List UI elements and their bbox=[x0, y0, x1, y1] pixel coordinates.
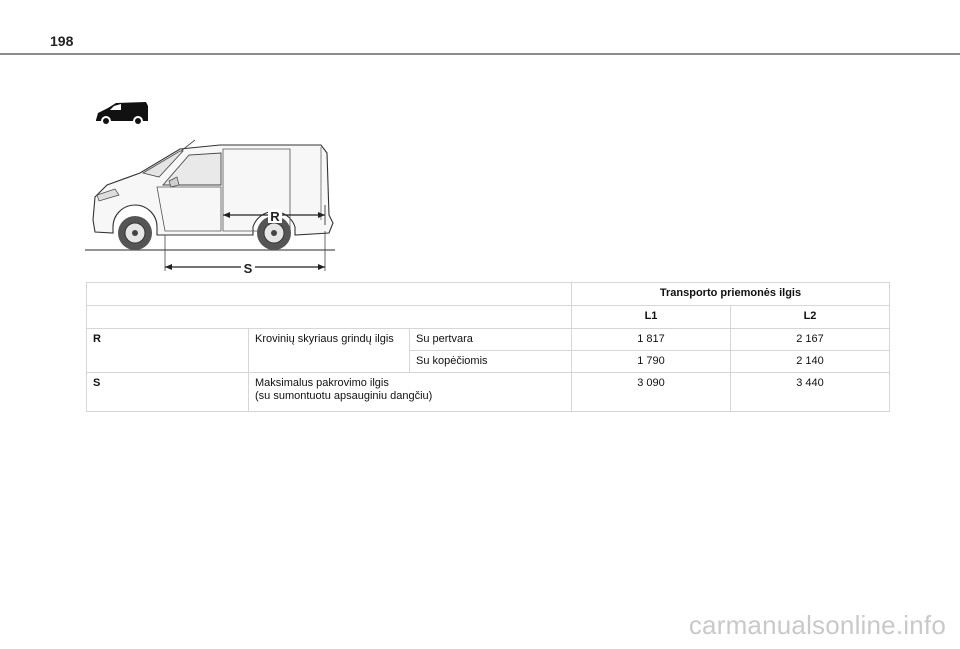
column-header-l2: L2 bbox=[730, 306, 889, 329]
variant-label: Su pertvara bbox=[410, 329, 572, 351]
value-l2: 2 140 bbox=[730, 351, 889, 373]
dimension-s-label: S bbox=[243, 261, 253, 275]
header-divider bbox=[0, 53, 960, 55]
table-header-title: Transporto priemonės ilgis bbox=[572, 283, 890, 306]
value-l1: 1 790 bbox=[572, 351, 731, 373]
vehicle-length-table bbox=[86, 282, 890, 412]
table-row bbox=[87, 329, 890, 351]
row-key-s: S bbox=[87, 373, 249, 412]
row-key-r: R bbox=[87, 329, 249, 373]
page-number: 198 bbox=[50, 33, 74, 49]
value-l2: 2 167 bbox=[730, 329, 889, 351]
row-description-s bbox=[249, 373, 572, 412]
table-row bbox=[87, 373, 890, 412]
watermark: carmanualsonline.info bbox=[688, 610, 946, 640]
table-header-row bbox=[87, 283, 890, 306]
van-silhouette-icon bbox=[94, 100, 150, 128]
van-side-view-diagram bbox=[85, 135, 345, 275]
table-subheader-row bbox=[87, 306, 890, 329]
dimension-r-label: R bbox=[270, 209, 280, 224]
description-line-2: (su sumontuotu apsauginiu dangčiu) bbox=[255, 390, 433, 402]
description-line-1: Maksimalus pakrovimo ilgis bbox=[255, 377, 389, 389]
value-l1: 1 817 bbox=[572, 329, 731, 351]
value-l2: 3 440 bbox=[730, 373, 889, 412]
variant-label: Su kopėčiomis bbox=[410, 351, 572, 373]
value-l1: 3 090 bbox=[572, 373, 731, 412]
row-description-r: Krovinių skyriaus grindų ilgis bbox=[249, 329, 410, 373]
column-header-l1: L1 bbox=[572, 306, 731, 329]
